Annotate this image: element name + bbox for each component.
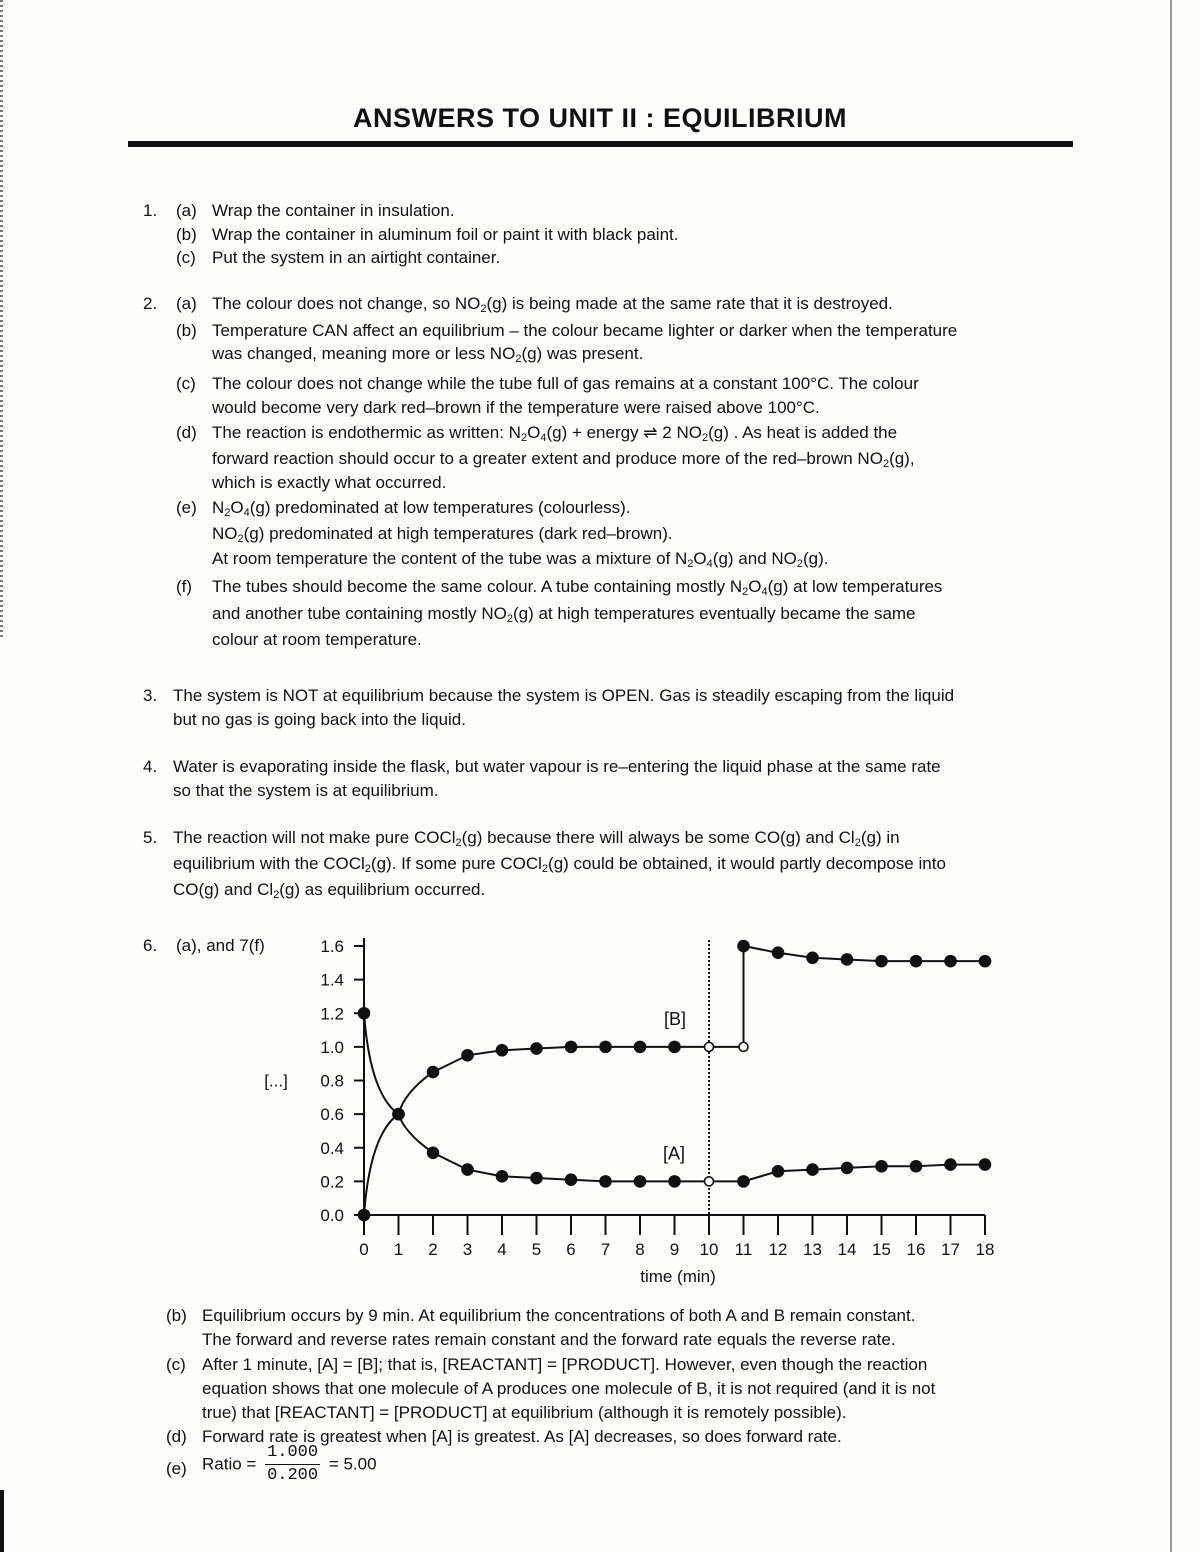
x-tick-label: 18	[975, 1240, 995, 1259]
text-part: (g) was present.	[521, 344, 644, 363]
data-point-B	[566, 1041, 577, 1052]
text-part: (g) predominated at high temperatures (dark red–brown).	[243, 524, 673, 543]
text-part: (g) in	[860, 828, 900, 847]
answer-2e-line1: $N_2O_4(g)$ predominated at low temperatures (colourless).	[212, 498, 631, 519]
ratio-fraction	[265, 1442, 320, 1487]
series-line-B	[364, 946, 985, 1215]
data-point-A	[531, 1173, 542, 1184]
answer-5-line1: The reaction will not make pure COCl$_2$(g) because there will always be some CO(g) and $Cl_2(g)$ in	[173, 828, 900, 849]
x-tick-label: 10	[699, 1240, 719, 1259]
answer-label: (e)	[166, 1459, 187, 1478]
page-title: ANSWERS TO UNIT II : EQUILIBRIUM	[353, 103, 847, 133]
x-tick-label: 13	[803, 1240, 822, 1259]
ratio-label: Ratio =	[202, 1454, 257, 1474]
x-tick-label: 16	[906, 1240, 926, 1259]
answer-label: (c)	[166, 1355, 186, 1374]
answer-2e-line3: At room temperature the content of the tube was a mixture of $N_2O_4(g)$ and $NO_2(g)$.	[212, 549, 829, 570]
answer-label: (d)	[166, 1427, 187, 1446]
x-tick-label: 1	[393, 1240, 404, 1259]
text-part: O	[748, 577, 762, 596]
x-tick-label: 17	[941, 1240, 960, 1259]
answer-2b-line1: Temperature CAN affect an equilibrium – the colour became lighter or darker when the temperature	[212, 321, 958, 340]
data-point-A	[566, 1174, 577, 1185]
data-point-B	[911, 956, 922, 967]
chart-labels	[264, 937, 994, 1286]
answer-6b-line1: Equilibrium occurs by 9 min. At equilibrium the concentrations of both A and B remain constant.	[202, 1306, 916, 1325]
y-tick-label: 1.6	[320, 937, 344, 956]
answer-5-line2: equilibrium with the COCl$_2$(g). If some pure COCl$_2$(g) could be obtained, it would partly decompose into	[173, 854, 946, 875]
data-point-B	[635, 1041, 646, 1052]
x-tick-label: 6	[566, 1240, 576, 1259]
answers-6	[166, 1304, 1076, 1494]
data-point-A	[876, 1161, 887, 1172]
y-axis-label: [...]	[264, 1071, 288, 1091]
x-tick-label: 9	[669, 1240, 680, 1259]
answer-label: (c)	[176, 248, 196, 267]
y-tick-label: 0.6	[320, 1105, 344, 1125]
text-part: The reaction is endothermic as written: N	[212, 423, 521, 442]
question-number: 5.	[143, 828, 158, 847]
y-tick-label: 0.8	[320, 1071, 344, 1091]
chart-series-lines	[364, 946, 985, 1215]
x-tick-label: 4	[497, 1240, 507, 1259]
data-point-A	[980, 1159, 991, 1170]
y-tick-label: 1.0	[320, 1037, 344, 1057]
answer-6b-line2: The forward and reverse rates remain constant and the forward rate equals the reverse rate.	[202, 1330, 896, 1349]
x-tick-label: 7	[600, 1240, 611, 1259]
y-tick-label: 0.2	[320, 1172, 344, 1192]
text-part: and another tube containing mostly NO	[212, 604, 507, 623]
data-point-A	[428, 1147, 439, 1158]
answer-3-line1: The system is NOT at equilibrium because the system is OPEN. Gas is steadily escaping from the liquid	[173, 686, 955, 705]
answer-2d-line3: which is exactly what occurred.	[212, 473, 447, 492]
data-point-A	[393, 1109, 404, 1120]
question-number: 6.	[143, 936, 158, 955]
data-point-A	[807, 1164, 818, 1175]
answer-5-line3: CO(g) and $Cl_2(g)$ as equilibrium occurred.	[173, 880, 486, 901]
data-point-A	[497, 1171, 508, 1182]
text-part: At room temperature the content of the tube was a mixture of N	[212, 549, 688, 568]
answer-label: (b)	[176, 321, 197, 340]
text-part: (g) at high temperatures eventually became the same	[512, 604, 916, 623]
data-point-B	[739, 1042, 748, 1051]
data-point-A	[669, 1176, 680, 1187]
data-point-A	[842, 1162, 853, 1173]
question-number: 4.	[143, 757, 158, 776]
y-tick-label: 0.4	[320, 1138, 344, 1158]
data-point-A	[773, 1166, 784, 1177]
data-point-B	[462, 1050, 473, 1061]
answer-6d-text: Forward rate is greatest when [A] is greatest. As [A] decreases, so does forward rate.	[202, 1427, 842, 1446]
data-point-B	[497, 1045, 508, 1056]
answer-4-line2: so that the system is at equilibrium.	[173, 781, 439, 800]
y-tick-label: 1.2	[320, 1004, 344, 1024]
x-tick-label: 11	[734, 1240, 753, 1259]
data-point-B	[705, 1042, 714, 1051]
data-point-B	[876, 956, 887, 967]
data-point-A	[738, 1176, 749, 1187]
x-tick-label: 12	[768, 1240, 788, 1259]
text-part: O	[230, 498, 244, 517]
answer-2c-line1: The colour does not change while the tube full of gas remains at a constant 100°C. The colour	[212, 374, 919, 393]
question-number: 2.	[143, 294, 158, 313]
answer-4-line1: Water is evaporating inside the flask, but water vapour is re–entering the liquid phase at the same rate	[173, 757, 941, 776]
text-part: NO	[212, 524, 238, 543]
answer-2d-line2: forward reaction should occur to a greater extent and produce more of the red–brown $NO_2(g)$,	[212, 449, 915, 470]
answer-text: Put the system in an airtight container.	[212, 248, 501, 267]
data-point-A	[945, 1159, 956, 1170]
answer-label: (c)	[176, 374, 196, 393]
answer-2f-line2: and another tube containing mostly $NO_2(g)$ at high temperatures eventually became the same	[212, 604, 916, 625]
data-point-B	[773, 947, 784, 958]
text-part: O	[527, 423, 541, 442]
text-part: N	[212, 498, 225, 517]
text-part: forward reaction should occur to a greater extent and produce more of the red–brown NO	[212, 449, 883, 468]
answer-2e-line2: $NO_2(g)$ predominated at high temperatures (dark red–brown).	[212, 524, 673, 545]
answer-6c-line1: After 1 minute, [A] = [B]; that is, [REACTANT] = [PRODUCT]. However, even though the reaction	[202, 1355, 928, 1374]
graph-label: (a), and 7(f)	[176, 936, 265, 955]
answer-2c-line2: would become very dark red–brown if the temperature were raised above 100°C.	[212, 398, 820, 417]
answer-label: (e)	[176, 498, 197, 517]
text-part: (g) predominated at low temperatures (colourless).	[249, 498, 631, 517]
x-tick-label: 0	[359, 1240, 369, 1259]
data-point-B	[980, 956, 991, 967]
data-point-B	[738, 941, 749, 952]
text-part: O	[693, 549, 707, 568]
text-part: The tubes should become the same colour. A tube containing mostly N	[212, 577, 743, 596]
text-part: (g) . As heat is added the	[708, 423, 898, 442]
data-point-A	[359, 1008, 370, 1019]
text-part: (g) could be obtained, it would partly decompose into	[548, 854, 946, 873]
text-part: CO(g) and Cl	[173, 880, 274, 899]
data-point-B	[669, 1041, 680, 1052]
scan-edge-right	[1170, 0, 1172, 1552]
answer-3-line2: but no gas is going back into the liquid.	[173, 710, 466, 729]
ratio-numerator: 1.000	[265, 1442, 320, 1465]
answer-6c-line3: true) that [REACTANT] = [PRODUCT] at equilibrium (although it is remotely possible).	[202, 1403, 847, 1422]
text-part: (g).	[803, 549, 829, 568]
data-point-B	[428, 1067, 439, 1078]
x-tick-label: 15	[872, 1240, 891, 1259]
data-point-B	[531, 1043, 542, 1054]
data-point-B	[359, 1210, 370, 1221]
text-part: (g),	[889, 449, 915, 468]
text-part: The reaction will not make pure COCl	[173, 828, 456, 847]
answer-6e-equation	[202, 1442, 377, 1487]
answer-text: Wrap the container in insulation.	[212, 201, 455, 220]
text-part: (g) at low temperatures	[767, 577, 943, 596]
chart-series-points	[359, 941, 991, 1221]
x-tick-label: 2	[428, 1240, 438, 1259]
ratio-result: = 5.00	[328, 1454, 377, 1474]
text-part: (g) and NO	[712, 549, 797, 568]
x-tick-label: 14	[837, 1240, 857, 1259]
question-number: 1.	[143, 201, 158, 220]
data-point-A	[462, 1164, 473, 1175]
text-part: (g) is being made at the same rate that it is destroyed.	[486, 294, 893, 313]
title-rule	[128, 141, 1073, 147]
x-tick-label: 3	[462, 1240, 473, 1259]
data-point-A	[600, 1176, 611, 1187]
answer-label: (f)	[176, 577, 193, 596]
data-point-B	[807, 952, 818, 963]
ratio-denominator: 0.200	[267, 1466, 319, 1485]
answer-2b-line2: was changed, meaning more or less $NO_2(g)$ was present.	[212, 344, 644, 365]
data-point-A	[705, 1177, 714, 1186]
answer-6c-line2: equation shows that one molecule of A produces one molecule of B, it is not required (and it is not	[202, 1379, 936, 1398]
answer-label: (a)	[176, 294, 197, 313]
answer-2f-line1: The tubes should become the same colour. A tube containing mostly $N_2O_4(g)$ at low temperatures	[212, 577, 943, 598]
answer-2f-line3: colour at room temperature.	[212, 630, 422, 649]
answer-2d-line1: The reaction is endothermic as written: $N_2O_4(g)$ + energy ⇌ 2 $NO_2(g)$ . As heat is added the	[212, 423, 898, 444]
y-tick-label: 1.4	[320, 970, 344, 990]
data-point-B	[945, 956, 956, 967]
answers-2	[176, 292, 1076, 672]
text-part: (g). If some pure COCl	[370, 854, 542, 873]
chart-axes	[354, 938, 985, 1235]
text-part: (g) as equilibrium occurred.	[279, 880, 486, 899]
data-point-A	[635, 1176, 646, 1187]
x-tick-label: 8	[635, 1240, 645, 1259]
answer-label: (b)	[176, 225, 197, 244]
answer-text: Wrap the container in aluminum foil or paint it with black paint.	[212, 225, 679, 244]
text-part: was changed, meaning more or less NO	[212, 344, 516, 363]
scan-edge-left	[0, 0, 3, 640]
text-part: equilibrium with the COCl	[173, 854, 365, 873]
scan-mark-bottom	[0, 1490, 4, 1552]
data-point-A	[911, 1161, 922, 1172]
data-point-B	[842, 954, 853, 965]
x-tick-label: 5	[531, 1240, 542, 1259]
text-part: (g) + energy ⇌ 2 NO	[546, 423, 702, 442]
x-axis-label: time (min)	[640, 1267, 716, 1286]
series-label-B: [B]	[663, 1009, 687, 1030]
answer-label: (b)	[166, 1306, 187, 1325]
answer-label: (a)	[176, 201, 197, 220]
answer-2a-text: The colour does not change, so $NO_2(g)$ is being made at the same rate that it is destroyed.	[212, 294, 893, 315]
series-label-A: [A]	[662, 1143, 686, 1164]
y-tick-label: 0.0	[320, 1206, 344, 1225]
answer-label: (d)	[176, 423, 197, 442]
question-number: 3.	[143, 686, 158, 705]
text-part: (g) because there will always be some CO(g) and Cl	[461, 828, 855, 847]
text-part: The colour does not change, so NO	[212, 294, 481, 313]
series-line-A	[364, 1013, 985, 1181]
data-point-B	[393, 1109, 404, 1120]
data-point-B	[600, 1041, 611, 1052]
